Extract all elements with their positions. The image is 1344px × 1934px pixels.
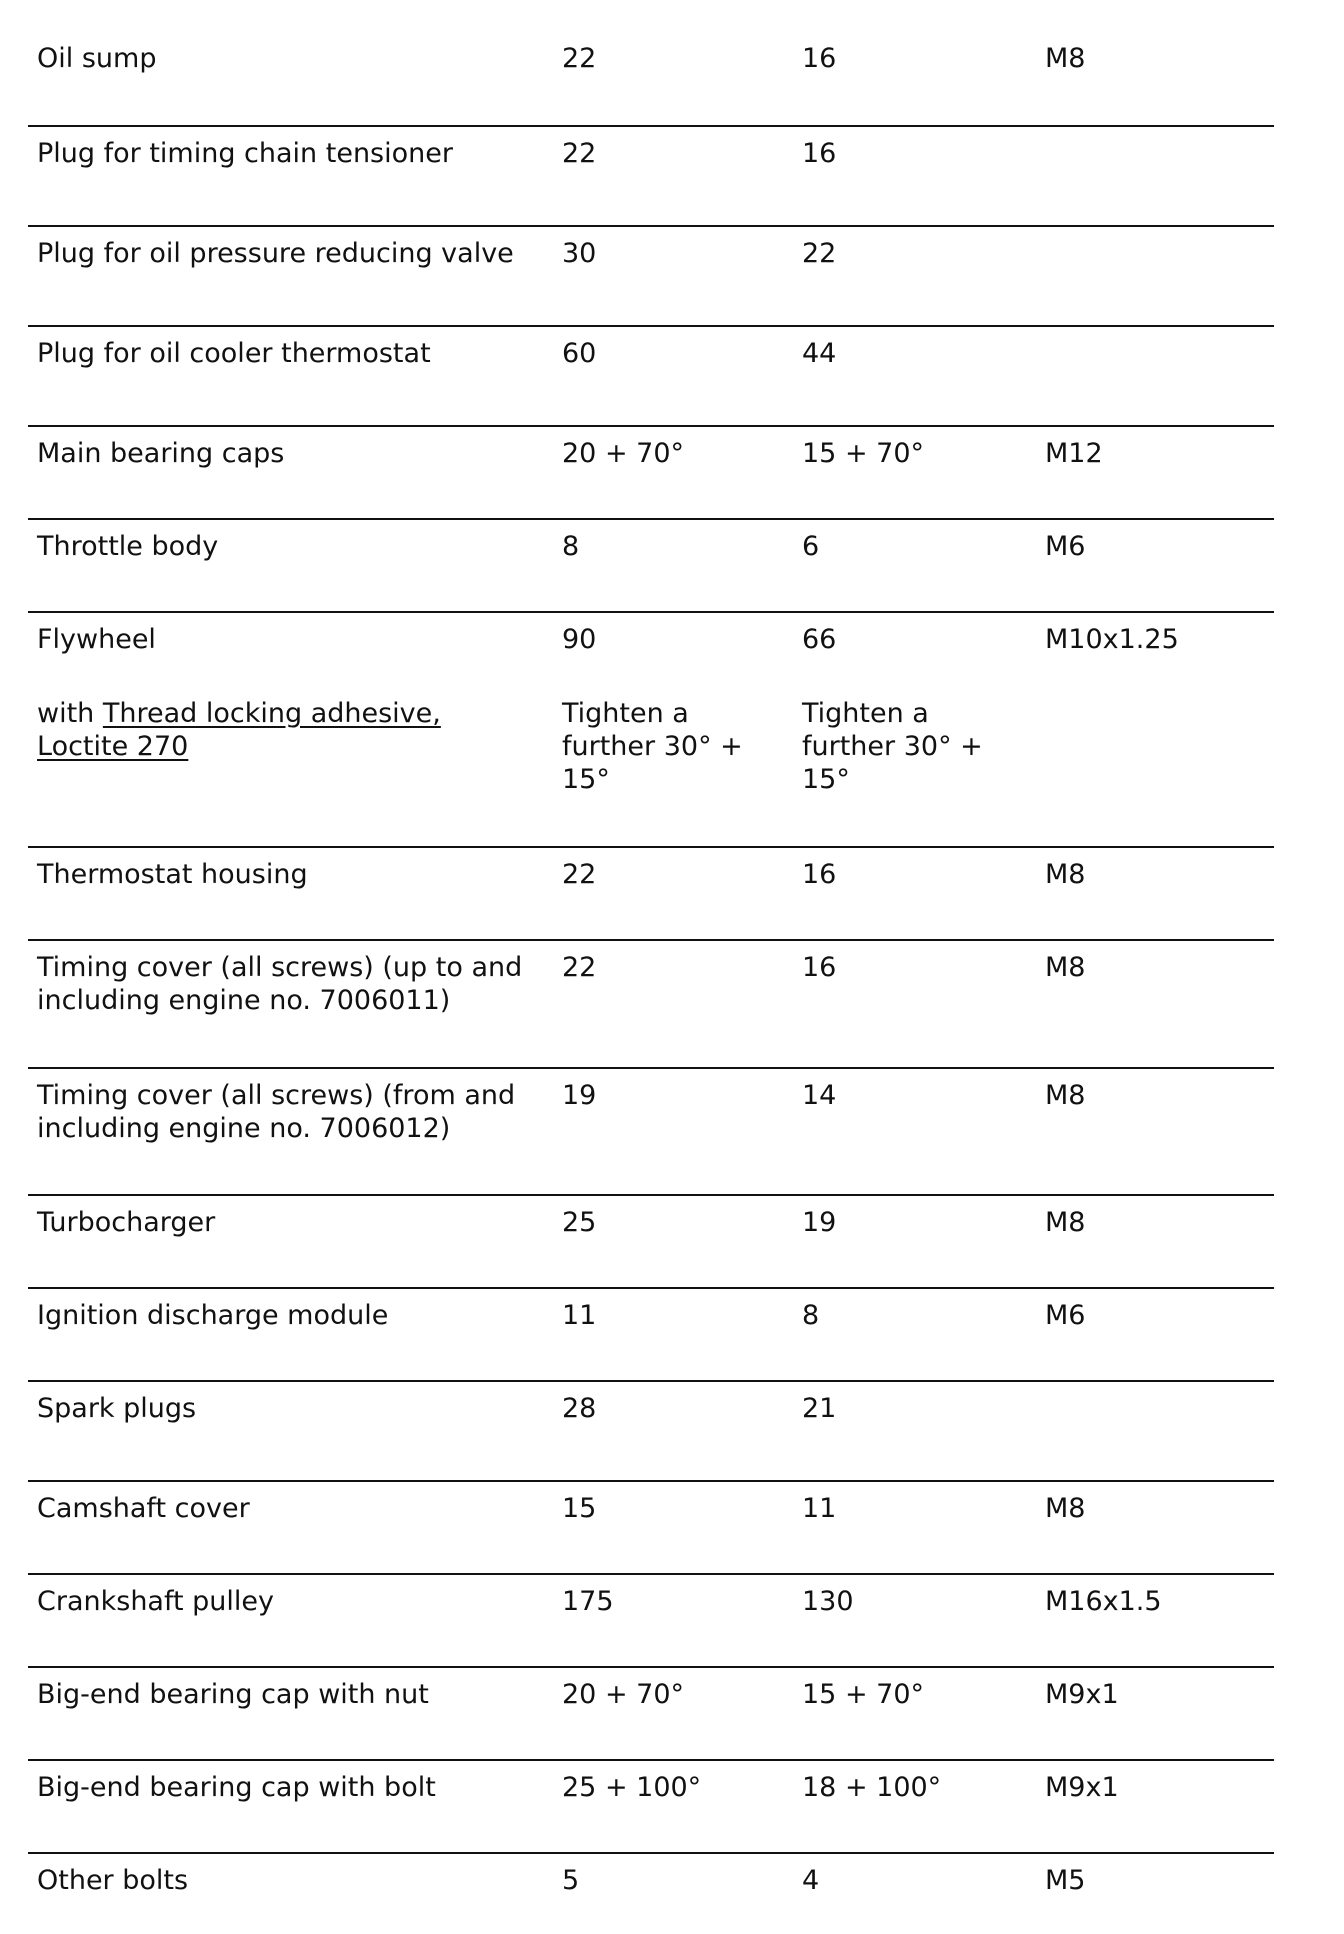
table-row (28, 327, 1274, 427)
table-row (28, 941, 1274, 1069)
component-cell: Timing cover (all screws) (up to and including engine no. 7006011) (37, 952, 523, 1016)
table-row (28, 1382, 1274, 1482)
component-cell: Crankshaft pulley (37, 1586, 275, 1617)
flywheel-note (37, 697, 557, 763)
table-row (28, 1069, 1274, 1196)
thread-size-cell: M16x1.5 (1045, 1586, 1162, 1617)
torque-lbft-cell: 21 (802, 1393, 837, 1424)
torque-lbft-cell: 16 (802, 138, 837, 169)
table-row-flywheel (28, 613, 1274, 848)
thread-size-cell: M10x1.25 (1045, 624, 1179, 655)
component-cell: Spark plugs (37, 1393, 197, 1424)
component-cell: Plug for oil pressure reducing valve (37, 238, 514, 269)
thread-size-cell: M8 (1045, 1080, 1086, 1111)
torque-nm-cell: 175 (562, 1586, 614, 1617)
torque-lbft-cell: 44 (802, 338, 837, 369)
table-row (28, 1575, 1274, 1668)
table-row (28, 848, 1274, 941)
torque-nm-cell: 22 (562, 859, 597, 890)
table-row (28, 1196, 1274, 1289)
thread-size-cell: M8 (1045, 43, 1086, 74)
thread-size-cell: M8 (1045, 1493, 1086, 1524)
table-row (28, 1854, 1274, 1934)
table-row (28, 427, 1274, 520)
torque-lbft-cell: 16 (802, 952, 837, 983)
torque-nm-cell: 60 (562, 338, 597, 369)
thread-size-cell: M6 (1045, 531, 1086, 562)
thread-size-cell: M9x1 (1045, 1679, 1119, 1710)
thread-locking-adhesive-link[interactable]: Thread locking adhesive, Loctite 270 (37, 698, 441, 762)
component-cell: Timing cover (all screws) (from and including engine no. 7006012) (37, 1080, 516, 1144)
component-cell: Thermostat housing (37, 859, 308, 890)
component-cell: Big-end bearing cap with bolt (37, 1772, 436, 1803)
table-row (28, 0, 1274, 127)
table-row (28, 127, 1274, 227)
torque-lbft-cell: 8 (802, 1300, 820, 1331)
torque-nm-cell: 22 (562, 138, 597, 169)
table-row (28, 1668, 1274, 1761)
note-prefix: with (37, 698, 103, 729)
torque-lbft-cell: 19 (802, 1207, 837, 1238)
torque-lbft-cell: 16 (802, 859, 837, 890)
torque-lbft-cell: 15 + 70° (802, 1679, 925, 1710)
component-cell: Big-end bearing cap with nut (37, 1679, 429, 1710)
torque-lbft-cell: 11 (802, 1493, 837, 1524)
torque-nm-cell: 22 (562, 952, 597, 983)
table-row (28, 227, 1274, 327)
component-cell: Oil sump (37, 43, 157, 74)
torque-lbft-cell: 15 + 70° (802, 438, 925, 469)
component-cell: Plug for oil cooler thermostat (37, 338, 431, 369)
torque-lbft-cell: 66 (802, 624, 837, 655)
torque-nm-cell: 11 (562, 1300, 597, 1331)
torque-nm-cell: 28 (562, 1393, 597, 1424)
torque-table (28, 0, 1274, 1934)
torque-nm-cell: 5 (562, 1865, 580, 1896)
table-row (28, 1761, 1274, 1854)
flywheel-note-lbft: Tighten a further 30° + 15° (802, 698, 983, 795)
torque-lbft-cell: 6 (802, 531, 820, 562)
torque-lbft-cell: 18 + 100° (802, 1772, 942, 1803)
table-row (28, 520, 1274, 613)
torque-nm-cell: 15 (562, 1493, 597, 1524)
thread-size-cell: M6 (1045, 1300, 1086, 1331)
torque-nm-cell: 22 (562, 43, 597, 74)
torque-lbft-cell: 4 (802, 1865, 820, 1896)
component-cell: Ignition discharge module (37, 1300, 389, 1331)
component-cell: Main bearing caps (37, 438, 285, 469)
component-cell: Turbocharger (37, 1207, 216, 1238)
thread-size-cell: M5 (1045, 1865, 1086, 1896)
torque-lbft-cell: 22 (802, 238, 837, 269)
thread-size-cell: M9x1 (1045, 1772, 1119, 1803)
component-cell: Flywheel (37, 624, 156, 655)
component-cell: Throttle body (37, 531, 219, 562)
torque-lbft-cell: 14 (802, 1080, 837, 1111)
torque-nm-cell: 19 (562, 1080, 597, 1111)
thread-size-cell: M12 (1045, 438, 1103, 469)
torque-lbft-cell: 16 (802, 43, 837, 74)
torque-nm-cell: 25 (562, 1207, 597, 1238)
torque-nm-cell: 20 + 70° (562, 438, 685, 469)
component-cell: Camshaft cover (37, 1493, 250, 1524)
torque-nm-cell: 90 (562, 624, 597, 655)
thread-size-cell: M8 (1045, 1207, 1086, 1238)
torque-nm-cell: 25 + 100° (562, 1772, 702, 1803)
torque-nm-cell: 20 + 70° (562, 1679, 685, 1710)
torque-nm-cell: 30 (562, 238, 597, 269)
thread-size-cell: M8 (1045, 859, 1086, 890)
component-cell: Other bolts (37, 1865, 189, 1896)
flywheel-note-nm: Tighten a further 30° + 15° (562, 698, 743, 795)
torque-nm-cell: 8 (562, 531, 580, 562)
thread-size-cell: M8 (1045, 952, 1086, 983)
table-row (28, 1289, 1274, 1382)
torque-lbft-cell: 130 (802, 1586, 854, 1617)
table-row (28, 1482, 1274, 1575)
component-cell: Plug for timing chain tensioner (37, 138, 453, 169)
